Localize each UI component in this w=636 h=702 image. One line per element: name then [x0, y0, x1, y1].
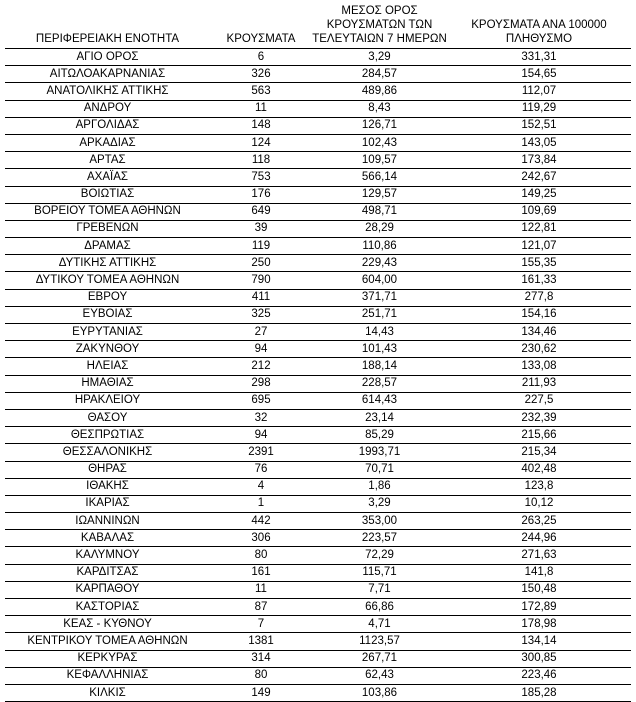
- region-cell: ΚΕΝΤΡΙΚΟΥ ΤΟΜΕΑ ΑΘΗΝΩΝ: [5, 633, 210, 650]
- per-100k-cell: 402,48: [447, 461, 631, 478]
- avg-7day-cell: 566,14: [312, 169, 447, 186]
- table-row: [5, 478, 631, 495]
- per-100k-cell: 227,5: [447, 392, 631, 409]
- cases-cell: 119: [210, 238, 312, 255]
- per-100k-cell: 154,16: [447, 306, 631, 323]
- table-row: [5, 117, 631, 134]
- region-cell: ΚΑΛΥΜΝΟΥ: [5, 547, 210, 564]
- table-row: [5, 66, 631, 83]
- region-cell: ΚΑΣΤΟΡΙΑΣ: [5, 599, 210, 616]
- per-100k-cell: 123,8: [447, 478, 631, 495]
- table-row: [5, 341, 631, 358]
- cases-cell: 118: [210, 152, 312, 169]
- region-cell: ΑΙΤΩΛΟΑΚΑΡΝΑΝΙΑΣ: [5, 66, 210, 83]
- per-100k-cell: 150,48: [447, 581, 631, 598]
- per-100k-cell: 112,07: [447, 83, 631, 100]
- region-cell: ΙΘΑΚΗΣ: [5, 478, 210, 495]
- avg-7day-cell: 102,43: [312, 134, 447, 151]
- avg-7day-cell: 489,86: [312, 83, 447, 100]
- table-row: [5, 530, 631, 547]
- table-row: [5, 358, 631, 375]
- avg-7day-cell: 3,29: [312, 495, 447, 512]
- table-row: [5, 667, 631, 684]
- cases-cell: 695: [210, 392, 312, 409]
- per-100k-cell: 300,85: [447, 650, 631, 667]
- avg-7day-cell: 498,71: [312, 203, 447, 220]
- table-row: [5, 152, 631, 169]
- cases-cell: 790: [210, 272, 312, 289]
- region-cell: ΑΝΑΤΟΛΙΚΗΣ ΑΤΤΙΚΗΣ: [5, 83, 210, 100]
- table-header: [5, 4, 631, 49]
- region-cell: ΘΕΣΣΑΛΟΝΙΚΗΣ: [5, 444, 210, 461]
- region-cell: ΚΕΡΚΥΡΑΣ: [5, 650, 210, 667]
- table-row: [5, 220, 631, 237]
- per-100k-cell: 134,46: [447, 324, 631, 341]
- region-cell: ΚΑΒΑΛΑΣ: [5, 530, 210, 547]
- table-row: [5, 409, 631, 426]
- region-cell: ΒΟΡΕΙΟΥ ΤΟΜΕΑ ΑΘΗΝΩΝ: [5, 203, 210, 220]
- region-cell: ΓΡΕΒΕΝΩΝ: [5, 220, 210, 237]
- per-100k-cell: 215,34: [447, 444, 631, 461]
- table-row: [5, 272, 631, 289]
- cases-cell: 176: [210, 186, 312, 203]
- table-row: [5, 83, 631, 100]
- per-100k-cell: 271,63: [447, 547, 631, 564]
- region-cell: ΔΡΑΜΑΣ: [5, 238, 210, 255]
- table-row: [5, 444, 631, 461]
- region-cell: ΒΟΙΩΤΙΑΣ: [5, 186, 210, 203]
- cases-cell: 250: [210, 255, 312, 272]
- region-cell: ΑΓΙΟ ΟΡΟΣ: [5, 49, 210, 66]
- per-100k-cell: 211,93: [447, 375, 631, 392]
- table-row: [5, 599, 631, 616]
- cases-cell: 7: [210, 616, 312, 633]
- avg-7day-cell: 371,71: [312, 289, 447, 306]
- header-region: ΠΕΡΙΦΕΡΕΙΑΚΗ ΕΝΟΤΗΤΑ: [5, 4, 210, 49]
- region-cell: ΕΥΡΥΤΑΝΙΑΣ: [5, 324, 210, 341]
- cases-cell: 306: [210, 530, 312, 547]
- region-cell: ΑΡΚΑΔΙΑΣ: [5, 134, 210, 151]
- region-cell: ΘΕΣΠΡΩΤΙΑΣ: [5, 427, 210, 444]
- table-row: [5, 650, 631, 667]
- cases-cell: 326: [210, 66, 312, 83]
- table-row: [5, 49, 631, 66]
- avg-7day-cell: 229,43: [312, 255, 447, 272]
- table-row: [5, 306, 631, 323]
- avg-7day-cell: 4,71: [312, 616, 447, 633]
- per-100k-cell: 155,35: [447, 255, 631, 272]
- region-cell: ΙΩΑΝΝΙΝΩΝ: [5, 513, 210, 530]
- avg-7day-cell: 1,86: [312, 478, 447, 495]
- table-row: [5, 203, 631, 220]
- table-row: [5, 186, 631, 203]
- region-cell: ΗΛΕΙΑΣ: [5, 358, 210, 375]
- avg-7day-cell: 223,57: [312, 530, 447, 547]
- per-100k-cell: 119,29: [447, 100, 631, 117]
- table-row: [5, 495, 631, 512]
- region-cell: ΙΚΑΡΙΑΣ: [5, 495, 210, 512]
- table-row: [5, 289, 631, 306]
- region-cell: ΑΡΓΟΛΙΔΑΣ: [5, 117, 210, 134]
- cases-cell: 27: [210, 324, 312, 341]
- table-row: [5, 392, 631, 409]
- per-100k-cell: 154,65: [447, 66, 631, 83]
- avg-7day-cell: 228,57: [312, 375, 447, 392]
- per-100k-cell: 223,46: [447, 667, 631, 684]
- avg-7day-cell: 85,29: [312, 427, 447, 444]
- cases-cell: 314: [210, 650, 312, 667]
- table-row: [5, 238, 631, 255]
- avg-7day-cell: 101,43: [312, 341, 447, 358]
- per-100k-cell: 331,31: [447, 49, 631, 66]
- per-100k-cell: 161,33: [447, 272, 631, 289]
- region-cell: ΕΥΒΟΙΑΣ: [5, 306, 210, 323]
- cases-cell: 80: [210, 547, 312, 564]
- cases-cell: 649: [210, 203, 312, 220]
- per-100k-cell: 172,89: [447, 599, 631, 616]
- per-100k-cell: 152,51: [447, 117, 631, 134]
- region-cell: ΚΕΦΑΛΛΗΝΙΑΣ: [5, 667, 210, 684]
- per-100k-cell: 109,69: [447, 203, 631, 220]
- cases-cell: 2391: [210, 444, 312, 461]
- region-cell: ΚΑΡΔΙΤΣΑΣ: [5, 564, 210, 581]
- cases-cell: 87: [210, 599, 312, 616]
- per-100k-cell: 178,98: [447, 616, 631, 633]
- cases-cell: 124: [210, 134, 312, 151]
- region-cell: ΘΑΣΟΥ: [5, 409, 210, 426]
- table-row: [5, 461, 631, 478]
- avg-7day-cell: 115,71: [312, 564, 447, 581]
- region-cell: ΑΝΔΡΟΥ: [5, 100, 210, 117]
- avg-7day-cell: 353,00: [312, 513, 447, 530]
- avg-7day-cell: 62,43: [312, 667, 447, 684]
- region-cell: ΕΒΡΟΥ: [5, 289, 210, 306]
- per-100k-cell: 143,05: [447, 134, 631, 151]
- per-100k-cell: 232,39: [447, 409, 631, 426]
- avg-7day-cell: 23,14: [312, 409, 447, 426]
- avg-7day-cell: 110,86: [312, 238, 447, 255]
- avg-7day-cell: 1993,71: [312, 444, 447, 461]
- table-row: [5, 169, 631, 186]
- avg-7day-cell: 109,57: [312, 152, 447, 169]
- table-row: [5, 684, 631, 701]
- region-cell: ΚΙΛΚΙΣ: [5, 684, 210, 701]
- per-100k-cell: 133,08: [447, 358, 631, 375]
- table-row: [5, 134, 631, 151]
- per-100k-cell: 10,12: [447, 495, 631, 512]
- region-cell: ΚΕΑΣ - ΚΥΘΝΟΥ: [5, 616, 210, 633]
- per-100k-cell: 173,84: [447, 152, 631, 169]
- header-cases: ΚΡΟΥΣΜΑΤΑ: [210, 4, 312, 49]
- per-100k-cell: 185,28: [447, 684, 631, 701]
- per-100k-cell: 134,14: [447, 633, 631, 650]
- avg-7day-cell: 604,00: [312, 272, 447, 289]
- cases-cell: 39: [210, 220, 312, 237]
- region-cell: ΑΧΑΪΑΣ: [5, 169, 210, 186]
- cases-cell: 442: [210, 513, 312, 530]
- avg-7day-cell: 1123,57: [312, 633, 447, 650]
- avg-7day-cell: 129,57: [312, 186, 447, 203]
- region-cell: ΔΥΤΙΚΟΥ ΤΟΜΕΑ ΑΘΗΝΩΝ: [5, 272, 210, 289]
- avg-7day-cell: 8,43: [312, 100, 447, 117]
- cases-cell: 161: [210, 564, 312, 581]
- table-row: [5, 255, 631, 272]
- avg-7day-cell: 7,71: [312, 581, 447, 598]
- avg-7day-cell: 103,86: [312, 684, 447, 701]
- cases-cell: 76: [210, 461, 312, 478]
- region-cell: ΔΥΤΙΚΗΣ ΑΤΤΙΚΗΣ: [5, 255, 210, 272]
- header-cases-per-100k: ΚΡΟΥΣΜΑΤΑ ΑΝΑ 100000 ΠΛΗΘΥΣΜΟ: [447, 4, 631, 49]
- table-row: [5, 427, 631, 444]
- table-row: [5, 581, 631, 598]
- table-row: [5, 547, 631, 564]
- cases-cell: 753: [210, 169, 312, 186]
- cases-cell: 94: [210, 341, 312, 358]
- cases-cell: 11: [210, 581, 312, 598]
- avg-7day-cell: 188,14: [312, 358, 447, 375]
- cases-cell: 1: [210, 495, 312, 512]
- header-7day-average: ΜΕΣΟΣ ΟΡΟΣ ΚΡΟΥΣΜΑΤΩΝ ΤΩΝ ΤΕΛΕΥΤΑΙΩΝ 7 ΗΜΕΡΩΝ: [312, 4, 447, 49]
- cases-cell: 1381: [210, 633, 312, 650]
- region-cell: ΖΑΚΥΝΘΟΥ: [5, 341, 210, 358]
- avg-7day-cell: 284,57: [312, 66, 447, 83]
- cases-cell: 94: [210, 427, 312, 444]
- table-row: [5, 616, 631, 633]
- avg-7day-cell: 66,86: [312, 599, 447, 616]
- avg-7day-cell: 126,71: [312, 117, 447, 134]
- per-100k-cell: 230,62: [447, 341, 631, 358]
- cases-cell: 411: [210, 289, 312, 306]
- per-100k-cell: 141,8: [447, 564, 631, 581]
- region-cell: ΚΑΡΠΑΘΟΥ: [5, 581, 210, 598]
- cases-cell: 32: [210, 409, 312, 426]
- cases-cell: 80: [210, 667, 312, 684]
- avg-7day-cell: 14,43: [312, 324, 447, 341]
- avg-7day-cell: 70,71: [312, 461, 447, 478]
- per-100k-cell: 149,25: [447, 186, 631, 203]
- header-row: [5, 4, 631, 49]
- avg-7day-cell: 72,29: [312, 547, 447, 564]
- cases-cell: 6: [210, 49, 312, 66]
- avg-7day-cell: 614,43: [312, 392, 447, 409]
- table-row: [5, 324, 631, 341]
- per-100k-cell: 263,25: [447, 513, 631, 530]
- cases-cell: 148: [210, 117, 312, 134]
- per-100k-cell: 122,81: [447, 220, 631, 237]
- avg-7day-cell: 251,71: [312, 306, 447, 323]
- cases-cell: 298: [210, 375, 312, 392]
- per-100k-cell: 215,66: [447, 427, 631, 444]
- cases-cell: 563: [210, 83, 312, 100]
- avg-7day-cell: 28,29: [312, 220, 447, 237]
- cases-cell: 325: [210, 306, 312, 323]
- region-cell: ΘΗΡΑΣ: [5, 461, 210, 478]
- cases-cell: 11: [210, 100, 312, 117]
- cases-table: [5, 4, 631, 702]
- table-body: [5, 49, 631, 702]
- cases-sheet: [5, 4, 631, 702]
- region-cell: ΑΡΤΑΣ: [5, 152, 210, 169]
- cases-cell: 4: [210, 478, 312, 495]
- cases-cell: 149: [210, 684, 312, 701]
- region-cell: ΗΜΑΘΙΑΣ: [5, 375, 210, 392]
- table-row: [5, 375, 631, 392]
- table-row: [5, 633, 631, 650]
- cases-cell: 212: [210, 358, 312, 375]
- per-100k-cell: 277,8: [447, 289, 631, 306]
- table-row: [5, 564, 631, 581]
- table-row: [5, 100, 631, 117]
- region-cell: ΗΡΑΚΛΕΙΟΥ: [5, 392, 210, 409]
- table-row: [5, 513, 631, 530]
- avg-7day-cell: 267,71: [312, 650, 447, 667]
- per-100k-cell: 242,67: [447, 169, 631, 186]
- per-100k-cell: 121,07: [447, 238, 631, 255]
- per-100k-cell: 244,96: [447, 530, 631, 547]
- avg-7day-cell: 3,29: [312, 49, 447, 66]
